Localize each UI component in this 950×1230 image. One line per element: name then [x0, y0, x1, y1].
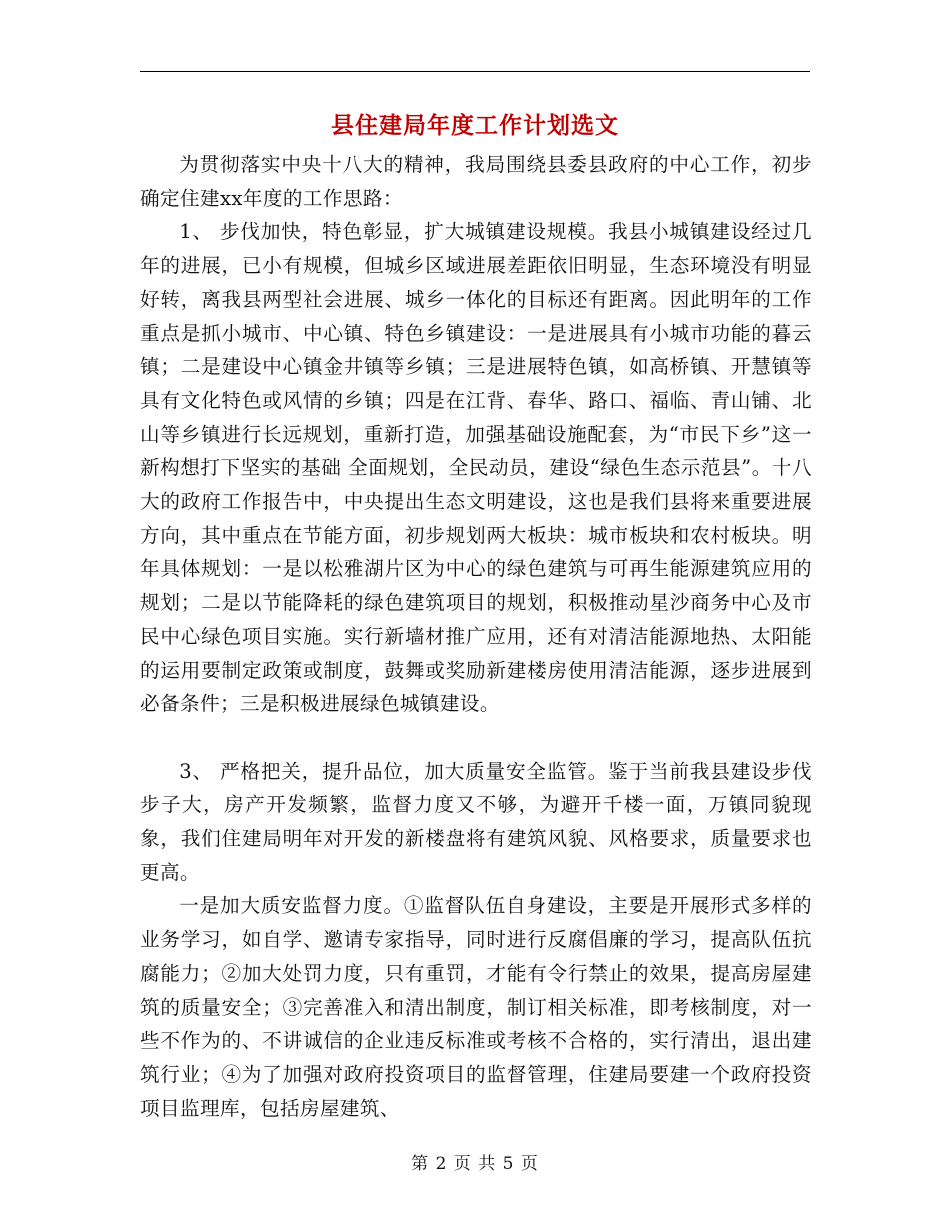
paragraph-item-1: 1、 步伐加快，特色彰显，扩大城镇建设规模。我县小城镇建设经过几年的进展，已小有规模，但城乡区域进展差距依旧明显，生态环境没有明显好转，离我县两型社会进展、城乡一体化的目标还有距离。因此明年的工作重点是抓小城市、中心镇、特色乡镇建设：一是进展具有小城市功能的暮云镇；二是建设中心镇金井镇等乡镇；三是进展特色镇，如高桥镇、开慧镇等具有文化特色或风情的乡镇；四是在江背、春华、路口、福临、青山铺、北山等乡镇进行长远规划，重新打造，加强基础设施配套，为“市民下乡”这一新构想打下坚实的基础 全面规划，全民动员，建设“绿色生态示范县”。十八大的政府工作报告中，中央提出生态文明建设，这也是我们县将来重要进展方向，其中重点在节能方面，初步规划两大板块：城市板块和农村板块。明年具体规划：一是以松雅湖片区为中心的绿色建筑与可再生能源建筑应用的规划；二是以节能降耗的绿色建筑项目的规划，积极推动星沙商务中心及市民中心绿色项目实施。实行新墙材推广应用，还有对清洁能源地热、太阳能的运用要制定政策或制度，鼓舞或奖励新建楼房使用清洁能源，逐步进展到必备条件；三是积极进展绿色城镇建设。 — [140, 220, 812, 716]
page-number-footer: 第 2 页 共 5 页 — [411, 1154, 539, 1174]
header-rule — [140, 71, 810, 72]
paragraph-quality-supervision: 一是加大质安监督力度。①监督队伍自身建设，主要是开展形式多样的业务学习，如自学、邀请专家指导，同时进行反腐倡廉的学习，提高队伍抗腐能力；②加大处罚力度，只有重罚，才能有令行禁止的效果，提高房屋建筑的质量安全；③完善准入和清出制度，制订相关标准，即考核制度，对一些不作为的、不讲诚信的企业违反标准或考核不合格的，实行清出，退出建筑行业；④为了加强对政府投资项目的监督管理，住建局要建一个政府投资项目监理库，包括房屋建筑、 — [140, 894, 812, 1120]
paragraph-item-3: 3、 严格把关，提升品位，加大质量安全监管。鉴于当前我县建设步伐步子大，房产开发频繁，监督力度又不够，为避开千楼一面，万镇同貌现象，我们住建局明年对开发的新楼盘将有建筑风貌、风格要求，质量要求也更高。 — [140, 759, 812, 884]
paragraph-intro: 为贯彻落实中央十八大的精神，我局围绕县委县政府的中心工作，初步确定住建xx年度的工作思路： — [140, 153, 812, 210]
document-title: 县住建局年度工作计划选文 — [331, 113, 619, 139]
document-body — [140, 148, 812, 1125]
